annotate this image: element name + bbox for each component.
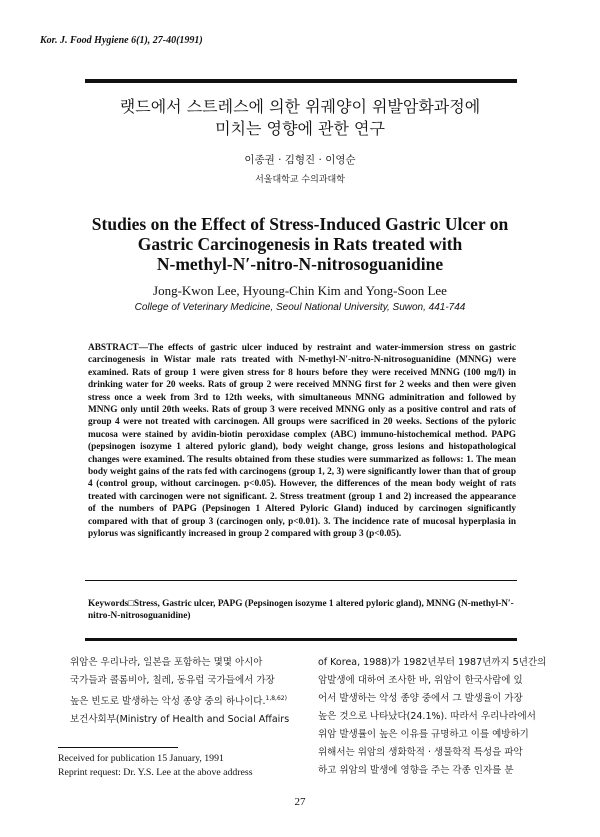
body-left-line: 보건사회부(Ministry of Health and Social Affairs [70,714,290,726]
english-authors: Jong-Kwon Lee, Hyoung-Chin Kim and Yong-Soon Lee [153,283,447,298]
korean-authors: 이종권 · 김형진 · 이영순 [244,154,356,166]
reference-superscript: 1,8,62) [265,695,287,702]
body-right-line: 어서 발생하는 악성 종양 중에서 그 발생율이 가장 [318,693,523,704]
body-right-line: 위암 발생률이 높은 이유를 규명하고 이를 예방하기 [318,729,529,740]
footnote-received: Received for publication 15 January, 1991 [58,753,224,764]
korean-affiliation: 서울대학교 수의과대학 [255,175,345,185]
english-title-line3: N-methyl-N′-nitro-N-nitrosoguanidine [156,254,444,274]
body-right-line: 암발생에 대하여 조사한 바, 위암이 한국사람에 있 [318,675,523,686]
korean-title-line1: 랫드에서 스트레스에 의한 위궤양이 위발암화과정에 [119,97,481,116]
journal-reference: Kor. J. Food Hygiene 6(1), 27-40(1991) [40,35,203,46]
footnote-reprint: Reprint request: Dr. Y.S. Lee at the above address [58,767,253,778]
footnote-rule [58,747,178,748]
keywords: Keywords□Stress, Gastric ulcer, PAPG (Pepsinogen isozyme 1 altered pyloric gland), MNNG (N-methyl-N′-nitro-N-nitrosoguanidine) [88,599,514,622]
body-right-line: 하고 위암의 발생에 영향을 주는 각종 인자를 분 [318,765,514,776]
body-left-text: 높은 빈도로 발생하는 악성 종양 중의 하나이다. [70,696,266,708]
body-right-line: 위해서는 위암의 생화학적 · 생물학적 특성을 파악 [318,747,523,758]
page-number: 27 [294,796,306,808]
body-right-line: 높은 것으로 나타났다(24.1%). 따라서 우리나라에서 [318,711,536,722]
body-left-line [70,690,300,711]
body-right-line: of Korea, 1988)가 1982년부터 1987년까지 5년간의 [318,657,547,668]
abstract: ABSTRACT—The effects of gastric ulcer induced by restraint and water-immersion stress on gastric carcinogenesis in Wistar male rats treated with N-methyl-N′-nitro-N-nitrosoguanidine (MNNG) were examined. Rats of group 1 were given stress for 8 hours before they were received MNNG (100 mg/l) in drinking water for 20 weeks. Rats of group 2 were received MNNG first for 2 weeks and then were given stress once a week from 3rd to 12th weeks, with simultaneous MNNG adminitration and followed by MNNG only until 20th weeks. Rats of group 3 were received MNNG only as a positive control and rats of group 4 were not treated with carcinogen. All groups were sacrificed in 20 weeks. Sections of the pyloric mucosa were stained by avidin-biotin peroxidase complex (ABC) immuno-histochemical method. PAPG (pepsinogen isozyme 1 altered pyloric gland), body weight change, gross lesions and histopathological changes were examined. The results obtained from these studies were summarized as follows: 1. The mean body weight gains of the rats fed with carcinogens (group 1, 2, 3) were significantly lower than that of group 4 (control group, without carcinogen. p<0.05). However, the differences of the mean body weight of rats treated with carcinogen were not significant. 2. Stress treatment (group 1 and 2) increased the appearance of the numbers of PAPG (Pepsinogen 1 Altered Pyloric Gland) induced by carcinogen significantly compared with that of group 3 (carcinogen only, p<0.01). 3. The incidence rate of mucosal hyperplasia in pylorus was significantly increased in group 2 compared with group 3 (p<0.05). [88,343,516,540]
keywords-rule [85,638,517,641]
korean-title-line2: 미치는 영향에 관한 연구 [215,119,385,138]
abstract-rule [85,580,517,581]
english-title-line2: Gastric Carcinogenesis in Rats treated with [137,234,463,254]
body-left-line: 국가들과 콜롬비아, 칠레, 동유럽 국가들에서 가장 [70,675,275,686]
english-affiliation: College of Veterinary Medicine, Seoul National University, Suwon, 441-744 [134,302,466,313]
body-left-line: 위암은 우리나라, 일본을 포함하는 몇몇 아시아 [70,657,263,668]
english-title-line1: Studies on the Effect of Stress-Induced Gastric Ulcer on [91,214,509,234]
body-right-column [318,654,568,780]
footnote [58,752,303,780]
body-left-column [70,654,300,729]
top-rule [85,79,517,83]
